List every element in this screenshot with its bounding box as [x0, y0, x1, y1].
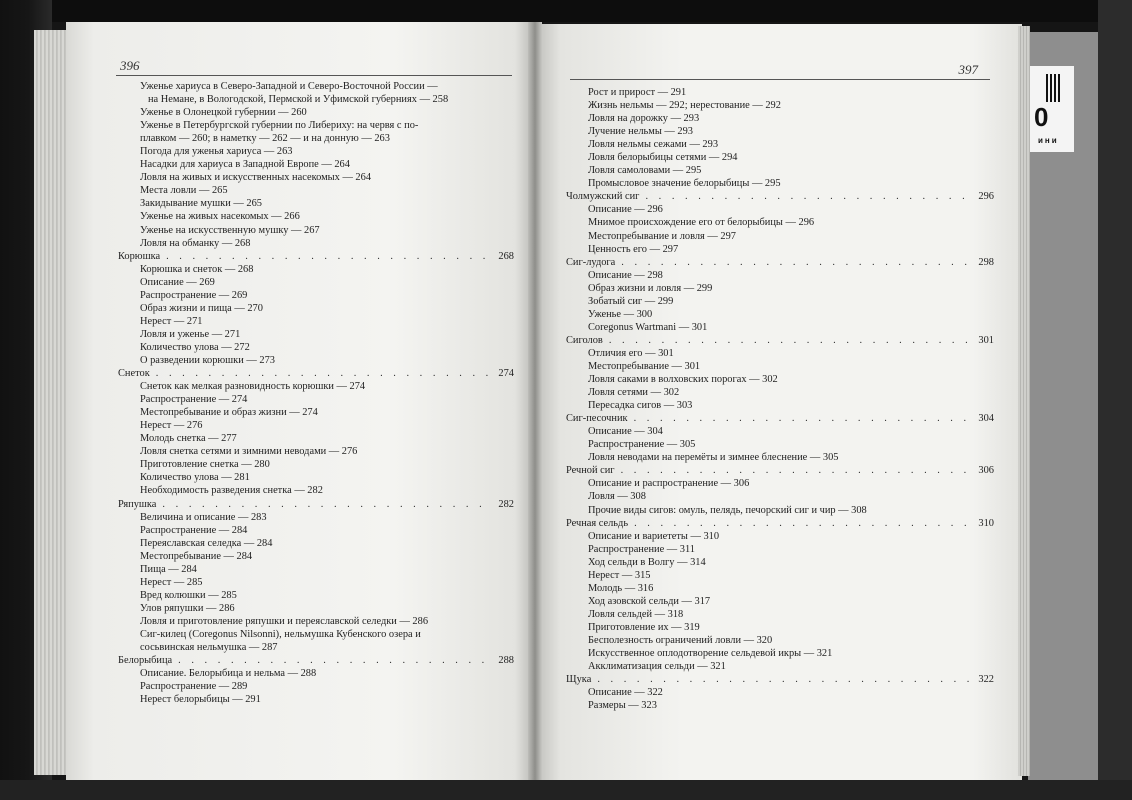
- toc-entry-text: Распространение — 289: [140, 681, 248, 693]
- toc-subentry: [118, 93, 514, 106]
- toc-subentry: [118, 693, 514, 706]
- toc-entry-text: Ловля — 308: [588, 491, 646, 503]
- toc-subentry: [566, 203, 994, 216]
- toc-entry-text: Ловля на обманку — 268: [140, 237, 251, 249]
- toc-subentry: [566, 230, 994, 243]
- toc-subentry: [566, 86, 994, 99]
- toc-entry-text: Улов ряпушки — 286: [140, 602, 235, 614]
- toc-subentry: [566, 556, 994, 569]
- toc-subentry: [566, 399, 994, 412]
- toc-entry-text: Ценность его — 297: [588, 243, 679, 255]
- toc-leader-dots: [634, 517, 972, 530]
- toc-leader-dots: [634, 412, 973, 425]
- toc-entry-text: Пересадка сигов — 303: [588, 400, 693, 412]
- toc-subentry: [566, 360, 994, 373]
- toc-chapter-entry: [566, 464, 994, 477]
- toc-entry-text: Ловля неводами на перемёты и зимнее блеснение — 305: [588, 452, 839, 464]
- toc-subentry: [118, 458, 514, 471]
- toc-entry-text: Нерест белорыбицы — 291: [140, 694, 261, 706]
- toc-entry-text: Сиг-килец (Coregonus Nilsonni), нельмушка Кубенского озера и: [140, 628, 421, 640]
- toc-right: [566, 86, 994, 712]
- toc-page-number: 304: [978, 413, 994, 425]
- toc-entry-text: Описание — 298: [588, 269, 663, 281]
- toc-chapter-entry: [118, 654, 514, 667]
- toc-subentry: [566, 138, 994, 151]
- toc-entry-text: Ловля сетями — 302: [588, 387, 680, 399]
- toc-subentry: [118, 511, 514, 524]
- toc-entry-text: Необходимость разведения снетка — 282: [140, 485, 323, 497]
- toc-entry-text: на Немане, в Вологодской, Пермской и Уфимской губерниях — 258: [148, 94, 449, 106]
- toc-subentry: [566, 634, 994, 647]
- toc-entry-text: Нерест — 271: [140, 315, 203, 327]
- toc-entry-text: Акклиматизация сельди — 321: [588, 661, 726, 673]
- toc-chapter-entry: [566, 334, 994, 347]
- toc-entry-text: Описание — 304: [588, 426, 663, 438]
- toc-subentry: [118, 680, 514, 693]
- toc-subentry: [566, 569, 994, 582]
- toc-subentry: [566, 543, 994, 556]
- toc-subentry: [566, 595, 994, 608]
- toc-entry-text: Снеток: [118, 368, 150, 380]
- toc-entry-text: Приготовление снетка — 280: [140, 459, 270, 471]
- toc-entry-text: Описание — 322: [588, 687, 663, 699]
- right-page-edges: [1018, 26, 1030, 776]
- toc-subentry: [118, 484, 514, 497]
- toc-subentry: [118, 380, 514, 393]
- toc-entry-text: Искусственное оплодотворение сельдевой икры — 321: [588, 648, 833, 660]
- left-page-edges: [34, 30, 70, 775]
- toc-entry-text: Речной сиг: [566, 465, 615, 477]
- book-gutter: [528, 22, 542, 780]
- toc-entry-text: Coregonus Wartmani — 301: [588, 321, 708, 333]
- toc-subentry: [118, 550, 514, 563]
- toc-entry-text: Распространение — 284: [140, 524, 248, 536]
- toc-entry-text: Чолмужский сиг: [566, 191, 640, 203]
- toc-entry-text: Ход азовской сельди — 317: [588, 595, 711, 607]
- toc-entry-text: Пища — 284: [140, 563, 197, 575]
- toc-subentry: [118, 406, 514, 419]
- toc-entry-text: Ряпушка: [118, 498, 157, 510]
- toc-subentry: [566, 373, 994, 386]
- toc-subentry: [566, 647, 994, 660]
- toc-subentry: [118, 302, 514, 315]
- toc-subentry: [118, 419, 514, 432]
- toc-entry-text: Рост и прирост — 291: [588, 87, 687, 98]
- toc-chapter-entry: [118, 367, 514, 380]
- toc-chapter-entry: [118, 250, 514, 263]
- toc-subentry: [118, 354, 514, 367]
- toc-entry-text: Снеток как мелкая разновидность корюшки — 274: [140, 381, 366, 393]
- toc-leader-dots: [621, 256, 972, 269]
- toc-entry-text: Промысловое значение белорыбицы — 295: [588, 178, 781, 190]
- toc-entry-text: Ловля нельмы сежами — 293: [588, 139, 719, 151]
- toc-entry-text: Места ловли — 265: [140, 185, 228, 197]
- toc-entry-text: Приготовление их — 319: [588, 621, 700, 633]
- toc-subentry: [118, 184, 514, 197]
- toc-subentry: [566, 582, 994, 595]
- toc-entry-text: Распространение — 305: [588, 439, 696, 451]
- toc-subentry: [118, 132, 514, 145]
- toc-entry-text: Лучение нельмы — 293: [588, 126, 693, 138]
- right-page: [536, 24, 1022, 780]
- toc-page-number: 306: [978, 465, 994, 477]
- toc-chapter-entry: [566, 190, 994, 203]
- toc-entry-text: Описание — 269: [140, 276, 215, 288]
- toc-subentry: [118, 158, 514, 171]
- toc-page-number: 288: [498, 655, 514, 667]
- toc-entry-text: Ловля белорыбицы сетями — 294: [588, 152, 738, 164]
- toc-entry-text: Уженье хариуса в Северо-Западной и Северо-Восточной России —: [140, 81, 438, 92]
- toc-subentry: [566, 608, 994, 621]
- toc-leader-dots: [166, 250, 492, 263]
- toc-entry-text: Местопребывание и ловля — 297: [588, 230, 736, 242]
- left-page: [66, 22, 534, 780]
- toc-subentry: [118, 393, 514, 406]
- toc-entry-text: Ловля самоловами — 295: [588, 165, 702, 177]
- toc-subentry: [118, 80, 514, 93]
- toc-entry-text: Образ жизни и пища — 270: [140, 302, 263, 314]
- toc-entry-text: Отличия его — 301: [588, 347, 674, 359]
- toc-subentry: [118, 210, 514, 223]
- toc-entry-text: Ловля сельдей — 318: [588, 608, 684, 620]
- toc-entry-text: Зобатый сиг — 299: [588, 295, 674, 307]
- toc-page-number: 298: [978, 256, 994, 268]
- toc-entry-text: Описание и распространение — 306: [588, 478, 750, 490]
- sticker-digit: 0: [1034, 102, 1049, 132]
- toc-entry-text: Уженье в Петербургской губернии по Либериху: на червя с по-: [140, 120, 419, 132]
- toc-subentry: [118, 524, 514, 537]
- toc-subentry: [118, 602, 514, 615]
- toc-subentry: [566, 269, 994, 282]
- toc-subentry: [566, 243, 994, 256]
- toc-subentry: [566, 530, 994, 543]
- toc-subentry: [566, 216, 994, 229]
- toc-entry-text: Сиголов: [566, 334, 603, 346]
- toc-subentry: [566, 477, 994, 490]
- header-rule-left: [116, 75, 512, 76]
- toc-page-number: 268: [498, 250, 514, 262]
- toc-entry-text: Количество улова — 272: [140, 341, 250, 353]
- toc-leader-dots: [609, 334, 973, 347]
- cover-shadow: [1098, 0, 1132, 800]
- background-top: [0, 0, 1132, 22]
- toc-chapter-entry: [566, 256, 994, 269]
- toc-subentry: [566, 282, 994, 295]
- toc-entry-text: Местопребывание и образ жизни — 274: [140, 407, 318, 419]
- toc-entry-text: Погода для уженья хариуса — 263: [140, 146, 293, 158]
- toc-entry-text: Описание и вариететы — 310: [588, 530, 720, 542]
- toc-entry-text: Насадки для хариуса в Западной Европе — 264: [140, 159, 350, 171]
- toc-subentry: [118, 197, 514, 210]
- toc-entry-text: Молодь — 316: [588, 582, 654, 594]
- toc-leader-dots: [597, 673, 972, 686]
- toc-entry-text: сосьвинская нельмушка — 287: [140, 642, 278, 654]
- toc-page-number: 296: [978, 191, 994, 203]
- toc-subentry: [118, 589, 514, 602]
- toc-subentry: [566, 504, 994, 517]
- toc-chapter-entry: [566, 673, 994, 686]
- toc-leader-dots: [621, 464, 973, 477]
- toc-entry-text: Распространение — 269: [140, 289, 248, 301]
- sticker-text: ини: [1038, 136, 1059, 145]
- toc-page-number: 322: [978, 674, 994, 686]
- toc-entry-text: Ловля на живых и искусственных насекомых — 264: [140, 172, 372, 184]
- toc-subentry: [118, 237, 514, 250]
- toc-entry-text: Описание. Белорыбица и нельма — 288: [140, 668, 317, 680]
- barcode-icon: [1046, 74, 1060, 102]
- toc-entry-text: Величина и описание — 283: [140, 511, 267, 523]
- toc-entry-text: Сиг-песочник: [566, 413, 628, 425]
- toc-subentry: [118, 615, 514, 628]
- toc-subentry: [566, 660, 994, 673]
- toc-entry-text: Ловля саками в волховских порогах — 302: [588, 374, 778, 386]
- toc-entry-text: Мнимое происхождение его от белорыбицы — 296: [588, 217, 815, 229]
- toc-subentry: [566, 621, 994, 634]
- toc-page-number: 282: [498, 498, 514, 510]
- toc-entry-text: Образ жизни и ловля — 299: [588, 282, 713, 294]
- toc-subentry: [118, 667, 514, 680]
- toc-chapter-entry: [566, 412, 994, 425]
- toc-entry-text: Корюшка и снеток — 268: [140, 263, 254, 275]
- toc-subentry: [118, 145, 514, 158]
- toc-entry-text: Бесполезность ограничений ловли — 320: [588, 634, 773, 646]
- toc-entry-text: О разведении корюшки — 273: [140, 354, 275, 366]
- toc-subentry: [566, 99, 994, 112]
- toc-entry-text: Закидывание мушки — 265: [140, 198, 262, 210]
- toc-leader-dots: [178, 654, 492, 667]
- page-number-left: 396: [120, 58, 140, 73]
- toc-page-number: 301: [978, 334, 994, 346]
- toc-subentry: [566, 699, 994, 712]
- toc-subentry: [566, 164, 994, 177]
- background-bottom: [0, 780, 1132, 800]
- toc-entry-text: Молодь снетка — 277: [140, 433, 237, 445]
- toc-entry-text: Речная сельдь: [566, 517, 629, 529]
- toc-page-number: 310: [978, 517, 994, 529]
- toc-entry-text: Корюшка: [118, 250, 161, 262]
- toc-leader-dots: [645, 190, 972, 203]
- toc-subentry: [566, 347, 994, 360]
- toc-entry-text: Белорыбица: [118, 655, 173, 667]
- toc-entry-text: плавком — 260; в наметку — 262 — и на донную — 263: [140, 133, 390, 145]
- toc-subentry: [118, 171, 514, 184]
- toc-entry-text: Уженье в Олонецкой губернии — 260: [140, 107, 307, 119]
- toc-subentry: [566, 321, 994, 334]
- toc-subentry: [566, 151, 994, 164]
- toc-entry-text: Щука: [566, 674, 592, 686]
- toc-subentry: [118, 289, 514, 302]
- toc-entry-text: Сиг-лудога: [566, 256, 616, 268]
- toc-entry-text: Размеры — 323: [588, 700, 657, 712]
- toc-subentry: [118, 445, 514, 458]
- toc-subentry: [118, 276, 514, 289]
- toc-entry-text: Местопребывание — 301: [588, 360, 701, 372]
- toc-chapter-entry: [566, 517, 994, 530]
- toc-subentry: [118, 224, 514, 237]
- toc-entry-text: Ловля и приготовление ряпушки и переяславской селедки — 286: [140, 615, 429, 627]
- toc-entry-text: Описание — 296: [588, 204, 663, 216]
- toc-subentry: [118, 263, 514, 276]
- toc-entry-text: Переяславская селедка — 284: [140, 537, 273, 549]
- toc-entry-text: Количество улова — 281: [140, 472, 250, 484]
- toc-entry-text: Нерест — 285: [140, 576, 203, 588]
- toc-entry-text: Распространение — 274: [140, 394, 248, 406]
- toc-entry-text: Ловля на дорожку — 293: [588, 113, 700, 125]
- toc-subentry: [566, 451, 994, 464]
- toc-leader-dots: [156, 367, 493, 380]
- toc-subentry: [566, 490, 994, 503]
- toc-entry-text: Ловля и уженье — 271: [140, 328, 241, 340]
- toc-subentry: [118, 106, 514, 119]
- toc-entry-text: Нерест — 276: [140, 420, 203, 432]
- toc-subentry: [566, 425, 994, 438]
- toc-entry-text: Нерест — 315: [588, 569, 651, 581]
- toc-chapter-entry: [118, 498, 514, 511]
- toc-subentry: [566, 386, 994, 399]
- toc-entry-text: Уженье — 300: [588, 308, 653, 320]
- toc-subentry: [566, 686, 994, 699]
- toc-subentry: [566, 438, 994, 451]
- toc-subentry: [118, 432, 514, 445]
- toc-entry-text: Ловля снетка сетями и зимними неводами — 276: [140, 446, 358, 458]
- toc-subentry: [118, 328, 514, 341]
- toc-subentry: [566, 295, 994, 308]
- toc-entry-text: Уженье на живых насекомых — 266: [140, 211, 300, 223]
- toc-subentry: [118, 563, 514, 576]
- toc-subentry: [118, 341, 514, 354]
- toc-subentry: [118, 628, 514, 641]
- page-number-right: 397: [958, 62, 978, 77]
- toc-entry-text: Жизнь нельмы — 292; нерестование — 292: [588, 100, 781, 112]
- toc-left: [118, 80, 514, 706]
- toc-leader-dots: [162, 498, 492, 511]
- toc-subentry: [118, 315, 514, 328]
- toc-subentry: [566, 112, 994, 125]
- toc-entry-text: Уженье на искусственную мушку — 267: [140, 224, 320, 236]
- toc-subentry: [118, 537, 514, 550]
- toc-subentry: [566, 125, 994, 138]
- toc-entry-text: Ход сельди в Волгу — 314: [588, 556, 706, 568]
- toc-subentry: [118, 119, 514, 132]
- toc-subentry: [118, 471, 514, 484]
- toc-subentry: [118, 641, 514, 654]
- toc-entry-text: Вред колюшки — 285: [140, 589, 237, 601]
- toc-subentry: [566, 177, 994, 190]
- toc-entry-text: Распространение — 311: [588, 543, 695, 555]
- toc-subentry: [566, 308, 994, 321]
- toc-entry-text: Местопребывание — 284: [140, 550, 253, 562]
- header-rule-right: [570, 79, 990, 80]
- toc-subentry: [118, 576, 514, 589]
- toc-entry-text: Прочие виды сигов: омуль, пелядь, печорский сиг и чир — 308: [588, 504, 867, 516]
- toc-page-number: 274: [498, 368, 514, 380]
